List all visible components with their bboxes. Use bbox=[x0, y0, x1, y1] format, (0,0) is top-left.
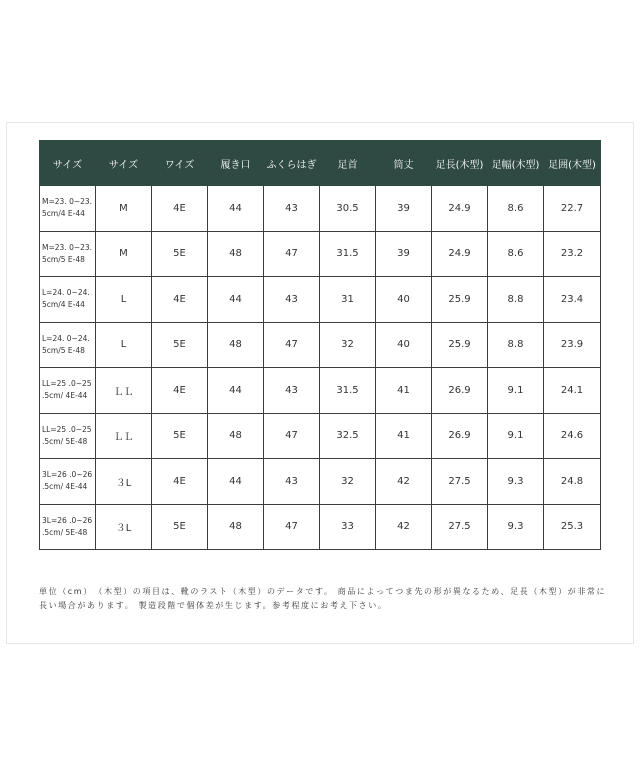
table-cell: 4E bbox=[152, 459, 208, 505]
table-cell: 24.9 bbox=[432, 186, 488, 232]
table-cell: 5E bbox=[152, 322, 208, 368]
table-cell: 26.9 bbox=[432, 413, 488, 459]
table-cell: ３L bbox=[96, 459, 152, 505]
column-header: 履き口 bbox=[208, 141, 264, 186]
size-label-cell: LL=25 .0~25 .5cm/ 5E-48 bbox=[40, 413, 96, 459]
table-cell: 22.7 bbox=[544, 186, 601, 232]
table-cell: 23.2 bbox=[544, 231, 601, 277]
table-row bbox=[40, 322, 601, 368]
table-cell: 33 bbox=[320, 504, 376, 550]
table-cell: 23.4 bbox=[544, 277, 601, 323]
table-cell: 4E bbox=[152, 368, 208, 414]
table-cell: ＬＬ bbox=[96, 413, 152, 459]
table-cell: 47 bbox=[264, 231, 320, 277]
column-header: 足幅(木型) bbox=[488, 141, 544, 186]
column-header: ワイズ bbox=[152, 141, 208, 186]
table-cell: 4E bbox=[152, 186, 208, 232]
table-cell: 23.9 bbox=[544, 322, 601, 368]
table-cell: 25.9 bbox=[432, 322, 488, 368]
size-label-cell: 3L=26 .0~26 .5cm/ 5E-48 bbox=[40, 504, 96, 550]
table-cell: 32.5 bbox=[320, 413, 376, 459]
table-cell: 9.3 bbox=[488, 459, 544, 505]
table-header-row bbox=[40, 141, 601, 186]
column-header: 筒丈 bbox=[376, 141, 432, 186]
table-cell: 44 bbox=[208, 186, 264, 232]
table-cell: 39 bbox=[376, 231, 432, 277]
table-cell: 39 bbox=[376, 186, 432, 232]
table-cell: 48 bbox=[208, 231, 264, 277]
column-header: 足囲(木型) bbox=[544, 141, 601, 186]
table-row bbox=[40, 368, 601, 414]
table-cell: 24.6 bbox=[544, 413, 601, 459]
table-cell: M bbox=[96, 186, 152, 232]
table-cell: 47 bbox=[264, 322, 320, 368]
column-header: 足首 bbox=[320, 141, 376, 186]
table-cell: 5E bbox=[152, 504, 208, 550]
table-cell: 31.5 bbox=[320, 231, 376, 277]
table-cell: 8.8 bbox=[488, 322, 544, 368]
size-label-cell: M=23. 0~23. 5cm/4 E-44 bbox=[40, 186, 96, 232]
table-cell: 44 bbox=[208, 459, 264, 505]
table-cell: 47 bbox=[264, 504, 320, 550]
table-cell: ＬＬ bbox=[96, 368, 152, 414]
table-cell: 32 bbox=[320, 459, 376, 505]
table-cell: 26.9 bbox=[432, 368, 488, 414]
table-cell: 41 bbox=[376, 413, 432, 459]
table-cell: 9.1 bbox=[488, 413, 544, 459]
table-cell: 9.1 bbox=[488, 368, 544, 414]
table-cell: 48 bbox=[208, 322, 264, 368]
size-label-cell: M=23. 0~23. 5cm/5 E-48 bbox=[40, 231, 96, 277]
table-cell: 32 bbox=[320, 322, 376, 368]
table-cell: 24.9 bbox=[432, 231, 488, 277]
table-cell: 27.5 bbox=[432, 504, 488, 550]
table-cell: 47 bbox=[264, 413, 320, 459]
table-row bbox=[40, 231, 601, 277]
table-cell: 44 bbox=[208, 368, 264, 414]
table-cell: 40 bbox=[376, 277, 432, 323]
table-cell: 43 bbox=[264, 368, 320, 414]
table-cell: 42 bbox=[376, 459, 432, 505]
table-cell: 5E bbox=[152, 231, 208, 277]
table-cell: 5E bbox=[152, 413, 208, 459]
table-cell: 9.3 bbox=[488, 504, 544, 550]
size-table bbox=[39, 140, 601, 550]
table-cell: 42 bbox=[376, 504, 432, 550]
table-cell: L bbox=[96, 277, 152, 323]
table-cell: 8.8 bbox=[488, 277, 544, 323]
size-label-cell: L=24. 0~24. 5cm/4 E-44 bbox=[40, 277, 96, 323]
table-cell: 30.5 bbox=[320, 186, 376, 232]
column-header: サイズ bbox=[40, 141, 96, 186]
table-cell: 25.3 bbox=[544, 504, 601, 550]
table-row bbox=[40, 277, 601, 323]
table-row bbox=[40, 186, 601, 232]
table-cell: M bbox=[96, 231, 152, 277]
table-cell: 4E bbox=[152, 277, 208, 323]
table-cell: 31.5 bbox=[320, 368, 376, 414]
table-cell: 43 bbox=[264, 186, 320, 232]
column-header: 足長(木型) bbox=[432, 141, 488, 186]
table-cell: 48 bbox=[208, 413, 264, 459]
table-cell: 41 bbox=[376, 368, 432, 414]
table-cell: L bbox=[96, 322, 152, 368]
table-row bbox=[40, 504, 601, 550]
table-cell: 25.9 bbox=[432, 277, 488, 323]
table-cell: 43 bbox=[264, 459, 320, 505]
table-cell: 40 bbox=[376, 322, 432, 368]
column-header: サイズ bbox=[96, 141, 152, 186]
table-body bbox=[40, 186, 601, 550]
table-cell: 43 bbox=[264, 277, 320, 323]
table-cell: ３L bbox=[96, 504, 152, 550]
table-cell: 8.6 bbox=[488, 231, 544, 277]
table-row bbox=[40, 459, 601, 505]
table-cell: 8.6 bbox=[488, 186, 544, 232]
note-text: 単位（cm） （木型）の項目は、靴のラスト（木型）のデータです。 商品によってつま先の形が異なるため、足長（木型）が非常に長い場合があります。 製造段階で個体差が生じます。参考程度にお考え下さい。 bbox=[39, 587, 607, 610]
table-row bbox=[40, 413, 601, 459]
table-cell: 44 bbox=[208, 277, 264, 323]
table-cell: 48 bbox=[208, 504, 264, 550]
size-label-cell: 3L=26 .0~26 .5cm/ 4E-44 bbox=[40, 459, 96, 505]
size-label-cell: LL=25 .0~25 .5cm/ 4E-44 bbox=[40, 368, 96, 414]
table-cell: 31 bbox=[320, 277, 376, 323]
column-header: ふくらはぎ bbox=[264, 141, 320, 186]
table-cell: 24.1 bbox=[544, 368, 601, 414]
table-cell: 24.8 bbox=[544, 459, 601, 505]
size-label-cell: L=24. 0~24. 5cm/5 E-48 bbox=[40, 322, 96, 368]
table-cell: 27.5 bbox=[432, 459, 488, 505]
